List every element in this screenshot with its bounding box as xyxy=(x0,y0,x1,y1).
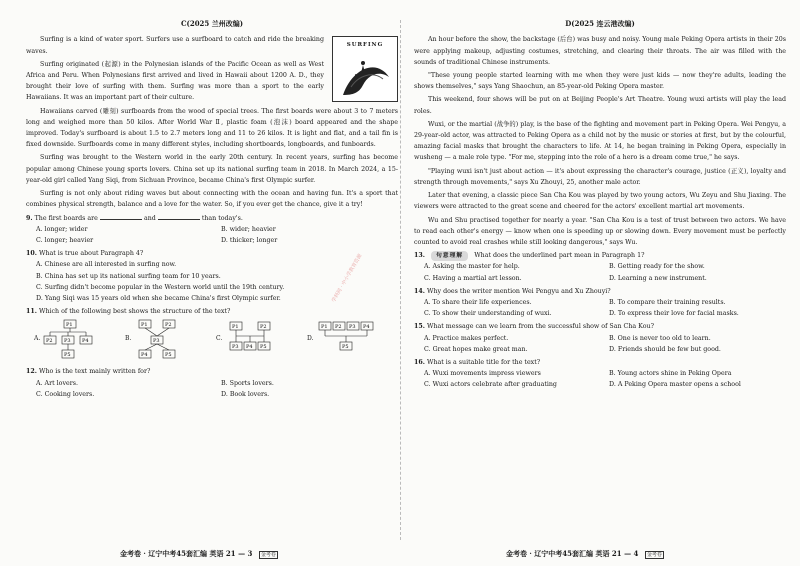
box-label: P4 xyxy=(363,324,370,331)
passage-d-paragraph: Wuxi, or the martial (战争的) play, is the base of the fighting and movement part in Peking Opera. Wei Pengyu, a 29-year-old actor, was attracted to Peking Opera as a child not by the music or stories at first, but by the colourful, amazing facial masks that brought the characters to life. At 14, he began training in Peking Opera, especially in wusheng — a male role type. "For me, stepping into the role of a hero is a dream come true," he says. xyxy=(414,120,786,162)
question-15 xyxy=(414,321,786,332)
question-number: 15. xyxy=(414,323,425,331)
box-label: P3 xyxy=(232,344,239,351)
question-12 xyxy=(26,366,398,377)
passage-d-paragraph: Wu and Shu practised together for nearly a year. "San Cha Kou is a test of trust between two actors. We have to read each other's energy — know when one is speeding up or slowing down. Every movement must be perfectly counted to avoid real crashes while still looking dangerous," says Wu. xyxy=(414,216,786,246)
option-b[interactable]: B. wider; heavier xyxy=(221,225,276,233)
box-label: P5 xyxy=(165,352,172,359)
question-text: and xyxy=(143,214,156,222)
question-text: What is a suitable title for the text? xyxy=(426,359,541,367)
passage-d-paragraph: Later that evening, a classic piece San Cha Kou was played by two young actors, Wu Zeyu and Shu Jiaxing. The viewers were attracted to the great scene and cheered for the actors' excellent martial art movements. xyxy=(414,192,786,211)
question-10 xyxy=(26,248,398,259)
question-9 xyxy=(26,213,398,224)
question-number: 9. xyxy=(26,214,33,222)
question-number: 12. xyxy=(26,368,37,376)
structure-option-d[interactable] xyxy=(307,318,398,364)
question-number: 14. xyxy=(414,287,425,295)
passage-d-paragraph: An hour before the show, the backstage (后台) was busy and noisy. Young male Peking Opera artists in their 20s were applying makeup, adjusting costumes, stretching, and clearing their throats. The air was filled with the sounds of traditional Chinese instruments. xyxy=(414,36,786,66)
option-b[interactable]: B. To compare their training results. xyxy=(609,299,726,307)
box-label: P3 xyxy=(349,324,356,331)
option-d[interactable]: D. Friends should be few but good. xyxy=(609,345,721,353)
question-14 xyxy=(414,286,786,297)
watermark: 学科网 · 中小学教育资源 xyxy=(330,253,364,304)
option-d[interactable]: D. Book lovers. xyxy=(221,390,270,398)
option-d[interactable]: D. thicker; longer xyxy=(221,236,278,244)
option-c[interactable]: C. Having a martial art lesson. xyxy=(424,274,522,282)
option-c[interactable]: C. Wuxi actors celebrate after graduating xyxy=(424,381,557,389)
box-label: P2 xyxy=(46,338,53,345)
footer-text: 金考卷 · 辽宁中考45套汇编 英语 21 — 4 xyxy=(506,549,639,558)
question-14-options xyxy=(414,297,786,319)
footer-right xyxy=(506,549,664,559)
box-label: P1 xyxy=(321,324,328,331)
structure-option-a[interactable] xyxy=(34,318,125,364)
question-text: What message can we learn from the successful show of San Cha Kou? xyxy=(426,323,654,331)
option-b[interactable]: B. Getting ready for the show. xyxy=(609,263,705,271)
question-12-options xyxy=(26,378,398,400)
option-a[interactable]: A. longer; wider xyxy=(36,225,88,233)
passage-c-paragraph: Surfing is not only about riding waves but about connecting with the ocean and having fun. It's a sport that combines physical strength, balance and a love for the water. So, if you ever get the chance, give it a try! xyxy=(26,190,398,209)
structure-tree-c xyxy=(224,318,296,364)
structure-tree-a xyxy=(42,318,114,364)
option-d[interactable]: D. To express their love for facial masks. xyxy=(609,310,739,318)
box-label: P1 xyxy=(66,322,73,329)
option-c[interactable]: C. To show their understanding of wuxi. xyxy=(424,310,552,318)
question-text: The first boards are xyxy=(34,214,98,222)
box-label: P1 xyxy=(141,322,148,329)
option-b[interactable]: B. Young actors shine in Peking Opera xyxy=(609,370,732,378)
option-a[interactable]: A. Wuxi movements impress viewers xyxy=(424,370,541,378)
option-label: D. xyxy=(307,335,314,343)
option-b[interactable]: B. China has set up its national surfing team for 10 years. xyxy=(36,272,221,280)
logo-stamp: 金考卷 xyxy=(260,552,276,558)
box-label: P4 xyxy=(141,352,148,359)
option-a[interactable]: A. Asking the master for help. xyxy=(424,263,520,271)
box-label: P3 xyxy=(64,338,71,345)
question-text: Who is the text mainly written for? xyxy=(38,368,151,376)
option-a[interactable]: A. Art lovers. xyxy=(36,379,78,387)
box-label: P2 xyxy=(260,324,267,331)
structure-tree-b xyxy=(133,318,205,364)
box-label: P2 xyxy=(165,322,172,329)
option-c[interactable]: C. Great hopes make great man. xyxy=(424,345,528,353)
structure-option-b[interactable] xyxy=(125,318,216,364)
passage-d-paragraph: This weekend, four shows will be put on at Beijing People's Art Theatre. Young wuxi artists will play the lead roles. xyxy=(414,96,786,115)
box-label: P4 xyxy=(246,344,253,351)
structure-diagrams xyxy=(26,318,398,364)
option-b[interactable]: B. One is never too old to learn. xyxy=(609,334,711,342)
question-13-options xyxy=(414,261,786,283)
question-11 xyxy=(26,306,398,317)
question-text: Why does the writer mention Wei Pengyu and Xu Zhouyi? xyxy=(426,287,611,295)
passage-d-paragraph: "Playing wuxi isn't just about action — it's about expressing the character's courage, justice (正义), loyalty and strength through movements," says Xu Zhouyi, 25, another male actor. xyxy=(414,167,786,186)
option-c[interactable]: C. longer; heavier xyxy=(36,236,94,244)
answer-blank[interactable] xyxy=(158,213,200,220)
footer-left xyxy=(120,549,278,559)
passage-c-paragraph: Hawaiians carved (雕刻) surfboards from the wood of special trees. The first boards were about 3 to 7 meters long and weighed more than 50 kilos. After World War Ⅱ, plastic foam (泡沫) board appeared and the shape improved. Today's surfboard is about 1.5 to 2.7 meters long and 11 to 26 kilos. It is light and flat, and a tail fin is fixed downside. Surfboards come in many different styles, including shortboards, longboards, and funboards. xyxy=(26,107,398,149)
surfing-image-label: SURFING xyxy=(346,42,384,49)
option-label: B. xyxy=(125,335,132,343)
question-text: What does the underlined part mean in Paragraph 1? xyxy=(474,252,645,260)
question-number: 10. xyxy=(26,250,37,258)
answer-blank[interactable] xyxy=(100,213,142,220)
structure-option-c[interactable] xyxy=(216,318,307,364)
question-type-tag: 句意理解 xyxy=(431,251,468,261)
option-a[interactable]: A. Practice makes perfect. xyxy=(424,334,509,342)
question-16-options xyxy=(414,368,786,390)
question-number: 11. xyxy=(26,308,37,316)
question-text: What is true about Paragraph 4? xyxy=(38,250,144,258)
column-divider xyxy=(400,20,401,540)
passage-c-column xyxy=(26,18,398,400)
box-label: P5 xyxy=(342,344,349,351)
option-d[interactable]: D. A Peking Opera master opens a school xyxy=(609,381,741,389)
logo-stamp: 金考卷 xyxy=(646,552,662,558)
passage-c-title: C(2025 兰州改编) xyxy=(180,19,244,28)
question-15-options xyxy=(414,333,786,355)
box-label: P5 xyxy=(64,352,71,359)
question-number: 16. xyxy=(414,359,425,367)
passage-c-paragraph: Surfing was brought to the Western world in the early 20th century. In recent years, surfing has become popular among Chinese young sports lovers. China set up its national surfing team in 2018. In March 2024, a 15-year-old girl called Yang Siqi, from Sichuan Province, became China's first Olympic surfer. xyxy=(26,154,398,184)
question-16 xyxy=(414,357,786,368)
surfing-illustration xyxy=(332,36,398,102)
box-label: P4 xyxy=(82,338,89,345)
passage-c-paragraph: Surfing is a kind of water sport. Surfers use a surfboard to catch and ride the breaking waves. xyxy=(26,36,324,55)
question-text: than today's. xyxy=(201,214,243,222)
option-b[interactable]: B. Sports lovers. xyxy=(221,379,274,387)
box-label: P1 xyxy=(232,324,239,331)
option-a[interactable]: A. Chinese are all interested in surfing now. xyxy=(36,261,177,269)
question-number: 13. xyxy=(414,252,425,260)
option-c[interactable]: C. Cooking lovers. xyxy=(36,390,95,398)
option-label: C. xyxy=(216,335,223,343)
box-label: P2 xyxy=(335,324,342,331)
option-c[interactable]: C. Surfing didn't become popular in the Western world until the 19th century. xyxy=(36,283,285,291)
option-d[interactable]: D. Learning a new instrument. xyxy=(609,274,707,282)
passage-c-paragraph: Surfing originated (起源) in the Polynesian islands of the Pacific Ocean as well as West Africa and Peru. When Polynesians first arrived and lived in Hawaii about 1200 A. D., they brought their love of surfing with them. Surfing was more than a sport to the early Hawaiians. It was an important part of their culture. xyxy=(26,60,324,102)
question-13 xyxy=(414,250,786,261)
option-d[interactable]: D. Yang Siqi was 15 years old when she became China's first Olympic surfer. xyxy=(36,294,281,302)
passage-d-title: D(2025 连云港改编) xyxy=(565,19,635,28)
box-label: P5 xyxy=(260,344,267,351)
structure-tree-d xyxy=(315,318,387,364)
passage-d-column xyxy=(414,18,786,391)
question-text: Which of the following best shows the structure of the text? xyxy=(38,308,231,316)
passage-d-paragraph: "These young people started learning with me when they were just kids — now they're adults, leading the shows themselves," says Yang Shaochun, an 85-year-old Peking Opera master. xyxy=(414,72,786,91)
option-label: A. xyxy=(34,335,41,343)
option-a[interactable]: A. To share their life experiences. xyxy=(424,299,532,307)
footer-text: 金考卷 · 辽宁中考45套汇编 英语 21 — 3 xyxy=(120,549,253,558)
box-label: P3 xyxy=(153,338,160,345)
question-9-options xyxy=(26,224,398,246)
